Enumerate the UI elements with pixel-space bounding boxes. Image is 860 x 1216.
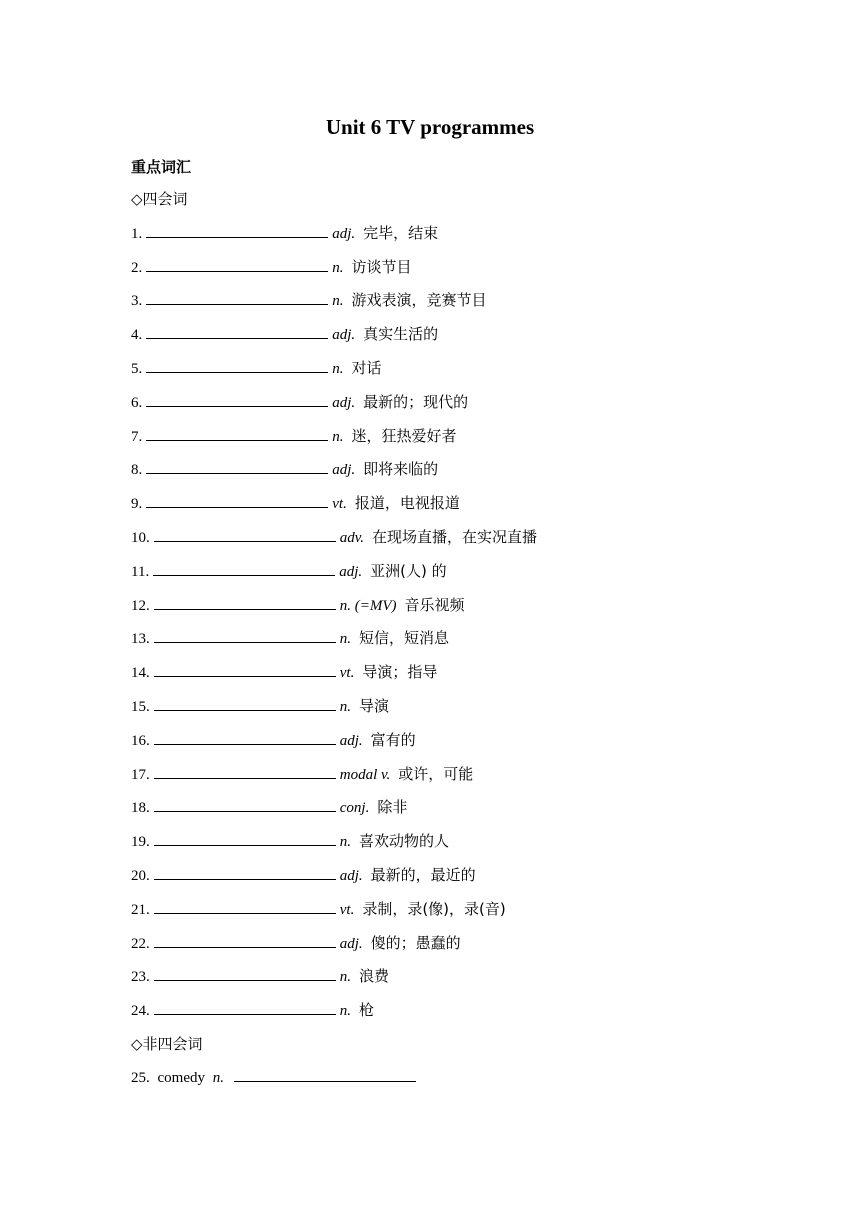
answer-blank[interactable] xyxy=(154,831,336,846)
vocab-item xyxy=(131,627,811,661)
item-pos: adj. xyxy=(332,394,356,411)
answer-blank[interactable] xyxy=(154,595,336,610)
item-meaning: 或许，可能 xyxy=(398,764,474,783)
answer-blank[interactable] xyxy=(153,561,335,576)
vocab-item xyxy=(131,560,811,594)
item-meaning: 游戏表演，竞赛节目 xyxy=(351,291,487,310)
vocab-item xyxy=(131,965,811,999)
item-word: comedy xyxy=(157,1069,205,1086)
vocab-item xyxy=(131,256,811,290)
item-number: 5. xyxy=(131,360,143,377)
vocab-item xyxy=(131,796,811,830)
item-meaning: 浪费 xyxy=(359,967,390,986)
vocab-item xyxy=(131,594,811,628)
answer-blank[interactable] xyxy=(154,899,336,914)
item-pos: adj. xyxy=(339,935,363,952)
item-meaning: 喜欢动物的人 xyxy=(359,832,450,851)
answer-blank[interactable] xyxy=(154,730,336,745)
vocab-list xyxy=(131,188,811,1101)
vocab-item xyxy=(131,391,811,425)
answer-blank[interactable] xyxy=(146,493,328,508)
answer-blank[interactable] xyxy=(146,459,328,474)
item-number: 22. xyxy=(131,935,150,952)
item-pos: n. xyxy=(332,360,344,377)
item-number: 20. xyxy=(131,867,150,884)
item-pos: adj. xyxy=(339,867,363,884)
item-meaning: 对话 xyxy=(351,358,382,377)
page-title: Unit 6 TV programmes xyxy=(325,115,535,139)
vocab-item xyxy=(131,695,811,729)
item-number: 15. xyxy=(131,698,150,715)
answer-blank[interactable] xyxy=(146,324,328,339)
answer-blank[interactable] xyxy=(154,764,336,779)
item-pos: n. xyxy=(339,834,351,851)
answer-blank[interactable] xyxy=(146,290,328,305)
group-label-four-skill: ◇四会词 xyxy=(131,190,188,208)
item-meaning: 枪 xyxy=(359,1001,375,1020)
vocab-item xyxy=(131,898,811,932)
item-number: 11. xyxy=(131,563,150,580)
vocab-item xyxy=(131,458,811,492)
item-pos: n. xyxy=(332,428,344,445)
item-meaning: 在现场直播，在实况直播 xyxy=(372,527,538,546)
answer-blank[interactable] xyxy=(146,392,328,407)
item-pos: n. xyxy=(212,1069,224,1086)
item-pos: n. (=MV) xyxy=(339,597,397,614)
item-meaning: 访谈节目 xyxy=(351,257,412,276)
item-number: 4. xyxy=(131,327,143,344)
answer-blank[interactable] xyxy=(234,1067,416,1082)
answer-blank[interactable] xyxy=(154,662,336,677)
item-number: 25. xyxy=(131,1069,150,1086)
vocab-item xyxy=(131,323,811,357)
item-pos: n. xyxy=(332,293,344,310)
answer-blank[interactable] xyxy=(154,696,336,711)
item-meaning: 录制，录(像)，录(音) xyxy=(362,899,506,918)
group-label-non-four-skill: ◇非四会词 xyxy=(131,1034,203,1053)
vocab-item xyxy=(131,729,811,763)
item-number: 10. xyxy=(131,529,150,546)
item-pos: adj. xyxy=(332,327,356,344)
answer-blank[interactable] xyxy=(154,527,336,542)
vocab-item-25 xyxy=(131,1067,811,1101)
item-meaning: 导演；指导 xyxy=(362,663,438,682)
item-pos: adv. xyxy=(339,529,365,546)
item-pos: n. xyxy=(332,259,344,276)
item-number: 21. xyxy=(131,901,150,918)
item-number: 3. xyxy=(131,293,143,310)
answer-blank[interactable] xyxy=(154,628,336,643)
item-number: 19. xyxy=(131,834,150,851)
item-meaning: 完毕，结束 xyxy=(363,223,439,242)
item-pos: vt. xyxy=(339,665,355,682)
item-meaning: 迷，狂热爱好者 xyxy=(351,426,457,445)
vocab-item xyxy=(131,661,811,695)
item-pos: modal v. xyxy=(339,766,391,783)
answer-blank[interactable] xyxy=(146,358,328,373)
item-number: 24. xyxy=(131,1003,150,1020)
item-pos: adj. xyxy=(339,732,363,749)
item-number: 17. xyxy=(131,766,150,783)
item-pos: n. xyxy=(339,969,351,986)
item-number: 1. xyxy=(131,225,143,242)
item-number: 6. xyxy=(131,394,143,411)
item-meaning: 真实生活的 xyxy=(363,325,439,344)
vocab-items xyxy=(131,222,811,1033)
item-number: 14. xyxy=(131,665,150,682)
item-number: 16. xyxy=(131,732,150,749)
item-number: 2. xyxy=(131,259,143,276)
answer-blank[interactable] xyxy=(146,257,328,272)
item-number: 18. xyxy=(131,800,150,817)
item-meaning: 最新的；现代的 xyxy=(363,392,469,411)
item-number: 12. xyxy=(131,597,150,614)
item-meaning: 富有的 xyxy=(370,730,416,749)
item-meaning: 即将来临的 xyxy=(363,460,439,479)
answer-blank[interactable] xyxy=(154,966,336,981)
item-number: 7. xyxy=(131,428,143,445)
vocab-item xyxy=(131,864,811,898)
vocab-item xyxy=(131,357,811,391)
item-meaning: 音乐视频 xyxy=(404,595,465,614)
answer-blank[interactable] xyxy=(146,223,328,238)
item-pos: adj. xyxy=(332,225,356,242)
item-meaning: 最新的，最近的 xyxy=(370,865,476,884)
item-pos: adj. xyxy=(339,563,363,580)
answer-blank[interactable] xyxy=(154,933,336,948)
item-pos: n. xyxy=(339,1003,351,1020)
item-pos: vt. xyxy=(332,496,347,513)
vocab-item xyxy=(131,830,811,864)
item-number: 9. xyxy=(131,496,143,513)
item-number: 23. xyxy=(131,969,150,986)
vocab-item xyxy=(131,932,811,966)
item-pos: adj. xyxy=(332,462,356,479)
answer-blank[interactable] xyxy=(146,426,328,441)
item-pos: n. xyxy=(339,698,351,715)
item-meaning: 亚洲(人) 的 xyxy=(370,561,447,580)
answer-blank[interactable] xyxy=(154,1000,336,1015)
vocab-item xyxy=(131,222,811,256)
answer-blank[interactable] xyxy=(154,797,336,812)
answer-blank[interactable] xyxy=(154,865,336,880)
item-pos: conj. xyxy=(339,800,370,817)
section-title: 重点词汇 xyxy=(131,158,192,176)
item-number: 8. xyxy=(131,462,143,479)
vocab-item xyxy=(131,492,811,526)
item-meaning: 报道，电视报道 xyxy=(354,494,460,513)
vocab-item xyxy=(131,999,811,1033)
item-meaning: 除非 xyxy=(377,798,408,817)
item-meaning: 傻的；愚蠢的 xyxy=(370,933,461,952)
item-pos: n. xyxy=(339,631,351,648)
item-pos: vt. xyxy=(339,901,355,918)
vocab-item xyxy=(131,763,811,797)
item-number: 13. xyxy=(131,631,150,648)
item-meaning: 导演 xyxy=(359,696,390,715)
vocab-item xyxy=(131,289,811,323)
item-meaning: 短信，短消息 xyxy=(359,629,450,648)
vocab-item xyxy=(131,526,811,560)
vocab-item xyxy=(131,425,811,459)
